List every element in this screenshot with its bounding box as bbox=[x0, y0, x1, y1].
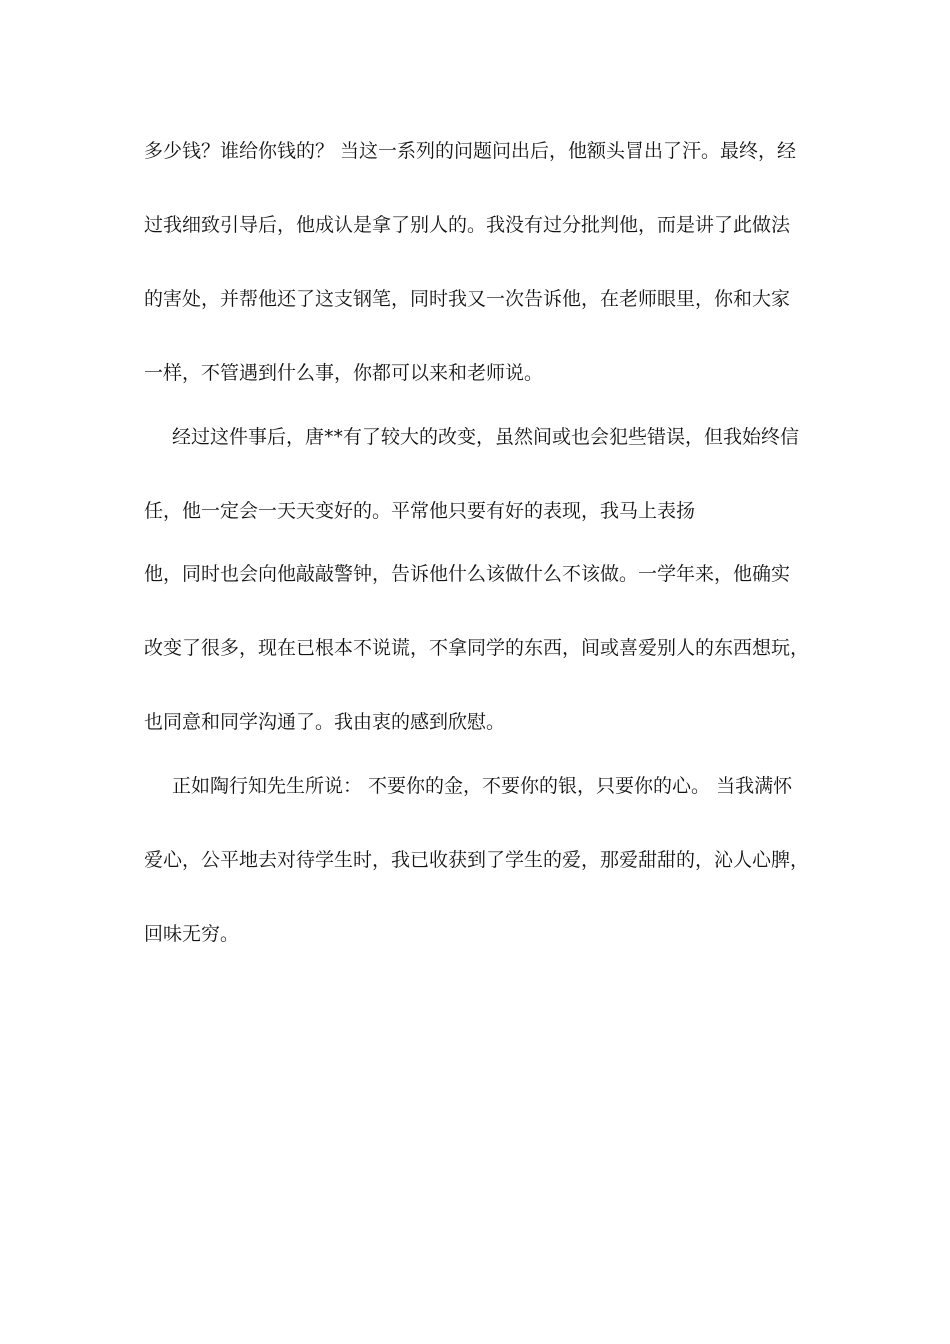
paragraph-start-line: 正如陶行知先生所说： 不要你的金，不要你的银，只要你的心。 当我满怀 bbox=[172, 775, 793, 797]
text-line: 多少钱？谁给你钱的？ 当这一系列的问题问出后，他额头冒出了汗。最终，经 bbox=[144, 140, 797, 162]
text-line: 爱心，公平地去对待学生时，我已收获到了学生的爱，那爱甜甜的，沁人心脾， bbox=[144, 849, 810, 871]
paragraph-start-line: 经过这件事后，唐**有了较大的改变，虽然间或也会犯些错误，但我始终信 bbox=[172, 426, 800, 448]
text-line: 任，他一定会一天天变好的。平常他只要有好的表现，我马上表扬 bbox=[144, 500, 696, 522]
text-line: 一样，不管遇到什么事，你都可以来和老师说。 bbox=[144, 362, 544, 384]
text-line: 过我细致引导后，他成认是拿了别人的。我没有过分批判他，而是讲了此做法 bbox=[144, 214, 791, 236]
text-line: 回味无穷。 bbox=[144, 923, 240, 945]
text-line: 的害处，并帮他还了这支钢笔，同时我又一次告诉他，在老师眼里，你和大家 bbox=[144, 288, 791, 310]
text-line: 改变了很多，现在已根本不说谎，不拿同学的东西，间或喜爱别人的东西想玩， bbox=[144, 637, 810, 659]
text-line: 也同意和同学沟通了。我由衷的感到欣慰。 bbox=[144, 711, 506, 733]
text-line: 他，同时也会向他敲敲警钟，告诉他什么该做什么不该做。一学年来，他确实 bbox=[144, 563, 791, 585]
